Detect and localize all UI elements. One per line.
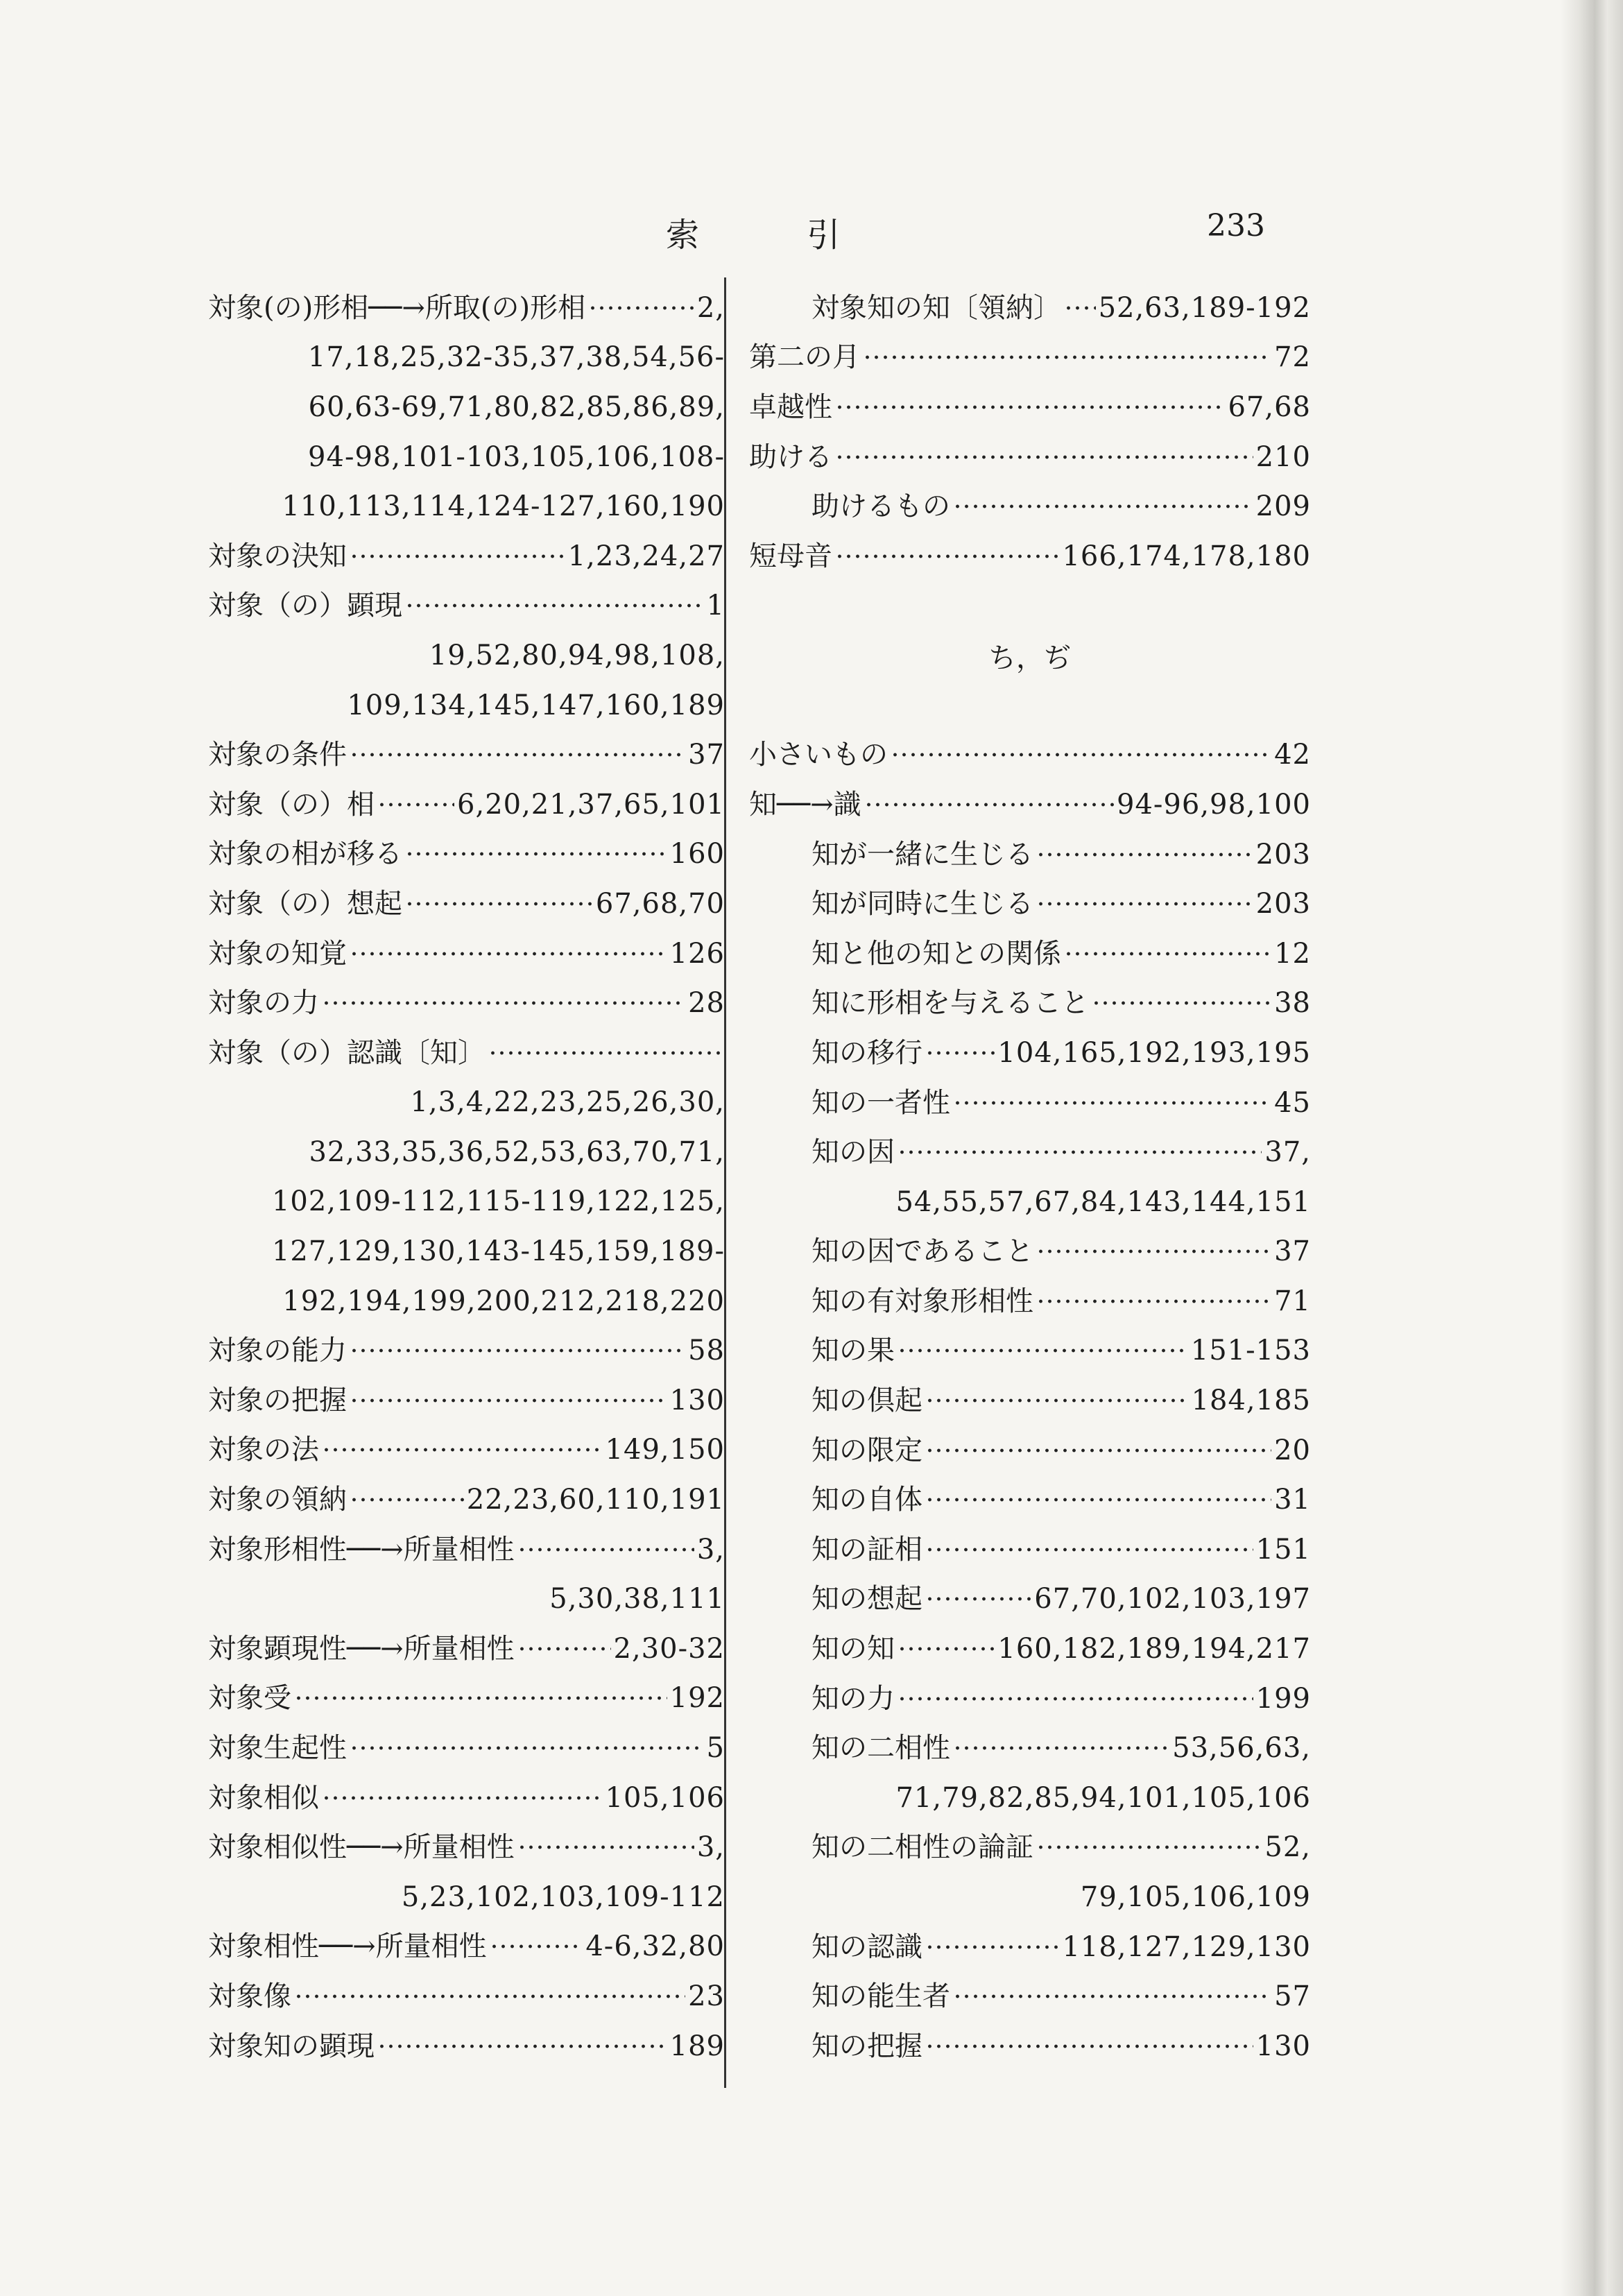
index-term: 短母音	[749, 540, 832, 572]
index-page-numbers: 130	[1255, 2030, 1311, 2062]
dot-leader	[835, 554, 1059, 559]
dot-leader	[953, 504, 1253, 509]
index-continuation-line	[208, 1078, 725, 1128]
index-page-numbers: 160	[669, 838, 725, 871]
index-entry	[749, 432, 1311, 482]
dot-leader	[350, 1398, 667, 1403]
index-continuation-line	[208, 1276, 725, 1326]
dot-leader	[488, 1050, 722, 1056]
index-entry	[749, 929, 1311, 979]
index-entry	[208, 1525, 725, 1575]
index-page-numbers: 67,70,102,103,197	[1034, 1583, 1311, 1616]
index-page-numbers: 166,174,178,180	[1062, 540, 1311, 572]
index-entry	[208, 1326, 725, 1376]
index-term: 知の証相	[812, 1533, 922, 1566]
index-continuation-line	[208, 631, 725, 680]
index-term: 知の有対象形相性	[812, 1285, 1033, 1317]
dot-leader	[925, 1944, 1059, 1950]
dot-leader	[863, 354, 1271, 360]
index-page-numbers: 58	[688, 1335, 725, 1367]
index-page-numbers: 118,127,129,130	[1062, 1930, 1311, 1963]
index-term: 卓越性	[749, 391, 832, 423]
dot-leader	[517, 1646, 611, 1652]
dot-leader	[1036, 901, 1253, 907]
index-page-numbers: 189	[669, 2030, 725, 2062]
index-page-numbers: 151-153	[1190, 1335, 1311, 1367]
index-page-numbers: 6,20,21,37,65,101	[457, 788, 725, 821]
index-term: 助ける	[749, 440, 832, 473]
dot-leader	[925, 1050, 995, 1056]
index-page-numbers: 151	[1255, 1533, 1311, 1566]
index-entry	[749, 1723, 1311, 1773]
dot-leader	[350, 1745, 704, 1751]
index-entry	[749, 1674, 1311, 1724]
index-entry	[208, 780, 725, 830]
index-page-numbers: 210	[1255, 440, 1311, 473]
index-term: 対象顕現性──→所量相性	[208, 1632, 515, 1665]
dot-leader	[588, 305, 694, 311]
dot-leader	[1064, 951, 1271, 957]
dot-leader	[322, 1447, 603, 1453]
index-term: 対象（の）認識〔知〕	[208, 1036, 486, 1069]
index-entry	[208, 1376, 725, 1425]
index-page-numbers: 3,	[696, 1533, 725, 1566]
index-entry	[749, 879, 1311, 929]
running-head: 索 引	[666, 216, 889, 255]
index-entry	[208, 730, 725, 780]
index-page-numbers: 209	[1255, 490, 1311, 523]
index-page-numbers: 42	[1274, 739, 1311, 771]
dot-leader	[898, 1696, 1253, 1702]
index-page-numbers: 20	[1274, 1434, 1311, 1466]
index-page-numbers: 3,	[696, 1831, 725, 1864]
dot-leader	[953, 1100, 1271, 1106]
index-term: 知の二相性の論証	[812, 1831, 1033, 1864]
index-term: 第二の月	[749, 341, 860, 374]
index-page-numbers: 71,79,82,85,94,101,105,106	[895, 1781, 1311, 1814]
index-term: 知の移行	[812, 1036, 922, 1069]
index-entry	[749, 1028, 1311, 1078]
index-column-left	[208, 283, 725, 2071]
index-page-numbers: 52,63,189-192	[1098, 291, 1311, 324]
index-term: 知の知	[812, 1633, 895, 1665]
index-continuation-line	[208, 1872, 725, 1922]
index-term: 対象(の)形相──→所取(の)形相	[208, 291, 586, 324]
dot-leader	[350, 1348, 685, 1353]
index-entry	[749, 979, 1311, 1029]
index-entry	[749, 730, 1311, 780]
index-page-numbers: 5,30,38,111	[549, 1583, 725, 1616]
section-heading: ち，ぢ	[988, 642, 1072, 674]
dot-leader	[350, 752, 685, 757]
index-page-numbers: 12	[1274, 937, 1311, 970]
index-entry	[208, 1723, 725, 1773]
index-term: 知──→識	[749, 788, 861, 821]
index-term: 対象の知覚	[208, 937, 347, 970]
index-page-numbers: 1,3,4,22,23,25,26,30,	[410, 1086, 725, 1119]
dot-leader	[322, 1000, 685, 1006]
index-entry	[208, 283, 725, 333]
index-continuation-line	[208, 1226, 725, 1276]
index-entry	[208, 2021, 725, 2071]
index-term: 対象相似	[208, 1781, 319, 1814]
index-term: 対象の法	[208, 1434, 319, 1466]
index-page-numbers: 32,33,35,36,52,53,63,70,71,	[309, 1136, 725, 1168]
index-page-numbers: 17,18,25,32-35,37,38,54,56-	[307, 341, 725, 374]
index-page-numbers: 60,63-69,71,80,82,85,86,89,	[308, 391, 725, 423]
index-entry	[208, 1624, 725, 1674]
index-term: 対象（の）想起	[208, 887, 402, 920]
index-entry	[208, 929, 725, 979]
index-column-right	[749, 283, 1311, 2071]
index-page-numbers: 67,68,70	[595, 887, 725, 920]
index-entry	[208, 1028, 725, 1078]
index-term: 対象の条件	[208, 739, 347, 771]
index-page-numbers: 57	[1274, 1980, 1311, 2013]
index-page-numbers: 126	[669, 937, 725, 970]
index-page-numbers: 2,	[696, 291, 725, 324]
index-entry	[749, 1823, 1311, 1873]
index-term: 知の因	[812, 1136, 895, 1169]
index-entry	[208, 1674, 725, 1724]
index-continuation-line	[749, 1872, 1311, 1922]
index-entry	[208, 1922, 725, 1972]
index-term: 知が一緒に生じる	[812, 838, 1033, 871]
index-term: 対象形相性──→所量相性	[208, 1533, 515, 1566]
index-entry	[749, 2021, 1311, 2071]
dot-leader	[405, 603, 704, 608]
index-page-numbers: 54,55,57,67,84,143,144,151	[895, 1185, 1311, 1218]
dot-leader	[925, 1448, 1271, 1453]
index-page-numbers: 4-6,32,80	[585, 1930, 725, 1963]
index-page-numbers: 23	[688, 1980, 725, 2012]
index-page-numbers: 1	[706, 590, 725, 622]
index-entry	[749, 1326, 1311, 1376]
index-continuation-line	[208, 1127, 725, 1177]
index-term: 知の自体	[812, 1484, 922, 1516]
index-entry	[749, 1425, 1311, 1475]
dot-leader	[490, 1944, 583, 1949]
index-term: 知に形相を与えること	[812, 987, 1089, 1020]
index-term: 対象相似性──→所量相性	[208, 1831, 515, 1864]
dot-leader	[294, 1994, 685, 1999]
index-entry	[208, 581, 725, 631]
dot-leader	[835, 454, 1253, 460]
dot-leader	[1092, 1000, 1271, 1006]
index-term: 知の一者性	[812, 1086, 950, 1119]
index-entry	[749, 382, 1311, 432]
index-entry	[749, 1376, 1311, 1425]
dot-leader	[898, 1646, 995, 1652]
index-entry	[749, 1227, 1311, 1277]
index-entry	[749, 1922, 1311, 1972]
index-page-numbers: 130	[669, 1384, 725, 1416]
dot-leader	[1036, 1844, 1262, 1850]
index-term: 対象相性──→所量相性	[208, 1930, 487, 1963]
index-entry	[208, 1971, 725, 2021]
index-entry	[749, 481, 1311, 531]
dot-leader	[350, 951, 667, 957]
index-term: 小さいもの	[749, 739, 888, 771]
dot-leader	[377, 2044, 667, 2049]
index-entry	[749, 1525, 1311, 1575]
index-page-numbers: 37	[688, 739, 725, 771]
index-page-numbers: 67,68	[1228, 391, 1311, 423]
index-entry	[749, 333, 1311, 383]
index-term: 知の能生者	[812, 1980, 950, 2013]
index-continuation-line	[208, 382, 725, 432]
dot-leader	[405, 851, 667, 857]
index-term: 知の力	[812, 1682, 895, 1715]
index-continuation-line	[208, 432, 725, 482]
index-page-numbers: 5	[706, 1732, 725, 1765]
index-page-numbers: 53,56,63,	[1172, 1732, 1311, 1765]
page-edge-shadow	[1561, 0, 1623, 2296]
index-entry	[749, 283, 1311, 333]
index-term: 対象の把握	[208, 1384, 347, 1416]
dot-leader	[925, 1547, 1253, 1552]
index-entry	[208, 830, 725, 880]
index-term: 知の果	[812, 1335, 895, 1367]
page-number: 233	[1207, 208, 1265, 243]
index-page-numbers: 28	[688, 987, 725, 1020]
index-term: 知の二相性	[812, 1732, 950, 1765]
index-entry	[208, 978, 725, 1028]
index-term: 対象受	[208, 1682, 291, 1715]
index-term: 対象生起性	[208, 1732, 347, 1765]
index-page-numbers: 22,23,60,110,191	[466, 1484, 725, 1516]
index-page-numbers: 71	[1274, 1285, 1311, 1317]
index-entry	[208, 1475, 725, 1525]
index-entry	[208, 1822, 725, 1872]
dot-leader	[864, 802, 1114, 807]
index-page-numbers: 102,109-112,115-119,122,125,	[271, 1185, 725, 1218]
index-page-numbers: 37,	[1264, 1136, 1311, 1169]
index-term: 知の因であること	[812, 1235, 1033, 1268]
dot-leader	[1036, 1249, 1271, 1254]
index-entry	[749, 830, 1311, 880]
index-term: 知の想起	[812, 1583, 922, 1616]
index-term: 対象の能力	[208, 1335, 347, 1367]
dot-leader	[925, 2044, 1253, 2049]
index-term: 対象（の）顕現	[208, 590, 402, 622]
dot-leader	[891, 752, 1271, 757]
index-page-numbers: 105,106	[605, 1781, 725, 1814]
index-term: 対象の決知	[208, 540, 347, 572]
index-entry	[749, 1276, 1311, 1326]
dot-leader	[835, 404, 1225, 410]
dot-leader	[898, 1149, 1262, 1155]
index-term: 知の認識	[812, 1930, 922, 1963]
index-term: 知の限定	[812, 1434, 922, 1466]
index-page-numbers: 94-98,101-103,105,106,108-	[308, 440, 725, 473]
index-entry	[208, 1773, 725, 1823]
index-term: 対象の力	[208, 987, 319, 1020]
index-term: 知の倶起	[812, 1385, 922, 1417]
index-page-numbers: 19,52,80,94,98,108,	[429, 639, 725, 671]
dot-leader	[898, 1348, 1188, 1353]
dot-leader	[953, 1745, 1169, 1751]
dot-leader	[294, 1695, 667, 1701]
index-entry	[749, 531, 1311, 581]
dot-leader	[925, 1398, 1189, 1403]
index-continuation-line	[749, 1773, 1311, 1823]
index-page-numbers: 72	[1274, 341, 1311, 374]
index-entry	[749, 1078, 1311, 1128]
index-term: 対象知の顕現	[208, 2030, 375, 2062]
dot-leader	[1064, 305, 1096, 311]
index-page-numbers: 109,134,145,147,160,189	[347, 689, 725, 721]
dot-leader	[1036, 852, 1253, 857]
index-term: 対象の領納	[208, 1484, 347, 1516]
index-entry	[749, 1127, 1311, 1177]
index-entry	[208, 531, 725, 581]
index-page-numbers: 203	[1255, 838, 1311, 871]
dot-leader	[925, 1497, 1271, 1502]
dot-leader	[322, 1795, 603, 1801]
index-page-numbers: 104,165,192,193,195	[997, 1036, 1311, 1069]
index-page-numbers: 127,129,130,143-145,159,189-	[271, 1235, 725, 1268]
index-page-numbers: 1,23,24,27	[567, 540, 725, 572]
index-continuation-line	[208, 1177, 725, 1227]
index-page-numbers: 52,	[1264, 1831, 1311, 1864]
dot-leader	[517, 1547, 694, 1552]
dot-leader	[1036, 1299, 1271, 1304]
index-page-numbers: 192,194,199,200,212,218,220	[282, 1285, 725, 1317]
dot-leader	[377, 802, 454, 807]
index-term: 対象（の）相	[208, 788, 375, 821]
index-page-numbers: 2,30-32	[613, 1632, 725, 1665]
index-page-numbers: 94-96,98,100	[1117, 788, 1311, 821]
index-entry	[749, 1624, 1311, 1674]
index-term: 対象の相が移る	[208, 838, 402, 871]
index-term: 知が同時に生じる	[812, 888, 1033, 920]
dot-leader	[350, 554, 565, 559]
index-page-numbers: 149,150	[605, 1434, 725, 1466]
index-term: 助けるもの	[812, 490, 950, 523]
index-page-numbers: 38	[1274, 987, 1311, 1020]
index-continuation-line	[208, 1574, 725, 1624]
index-continuation-line	[208, 481, 725, 531]
index-term: 知の把握	[812, 2030, 922, 2062]
index-entry	[749, 1971, 1311, 2021]
index-page-numbers: 31	[1274, 1484, 1311, 1516]
index-page-numbers: 199	[1255, 1682, 1311, 1715]
index-term: 対象知の知〔領納〕	[812, 291, 1061, 324]
index-continuation-line	[749, 1177, 1311, 1227]
index-page-numbers: 110,113,114,124-127,160,190	[282, 490, 725, 523]
dot-leader	[517, 1844, 694, 1850]
index-term: 知と他の知との関係	[812, 937, 1061, 970]
index-entry	[749, 780, 1311, 830]
index-continuation-line	[208, 680, 725, 730]
index-page-numbers: 37	[1274, 1235, 1311, 1268]
index-page-numbers: 45	[1274, 1086, 1311, 1119]
index-page-numbers: 5,23,102,103,109-112	[401, 1881, 725, 1913]
index-page-numbers: 79,105,106,109	[1080, 1881, 1311, 1914]
index-page-numbers: 160,182,189,194,217	[997, 1633, 1311, 1665]
index-term: 対象像	[208, 1980, 291, 2012]
index-entry	[749, 1475, 1311, 1525]
index-entry	[749, 1575, 1311, 1625]
dot-leader	[925, 1596, 1031, 1602]
dot-leader	[405, 901, 593, 907]
index-page-numbers: 192	[669, 1682, 725, 1715]
index-page-numbers: 184,185	[1191, 1385, 1311, 1417]
index-page-numbers: 203	[1255, 888, 1311, 920]
index-entry	[208, 1425, 725, 1475]
dot-leader	[350, 1497, 464, 1502]
dot-leader	[953, 1994, 1271, 1999]
index-continuation-line	[208, 333, 725, 383]
index-entry	[208, 879, 725, 929]
